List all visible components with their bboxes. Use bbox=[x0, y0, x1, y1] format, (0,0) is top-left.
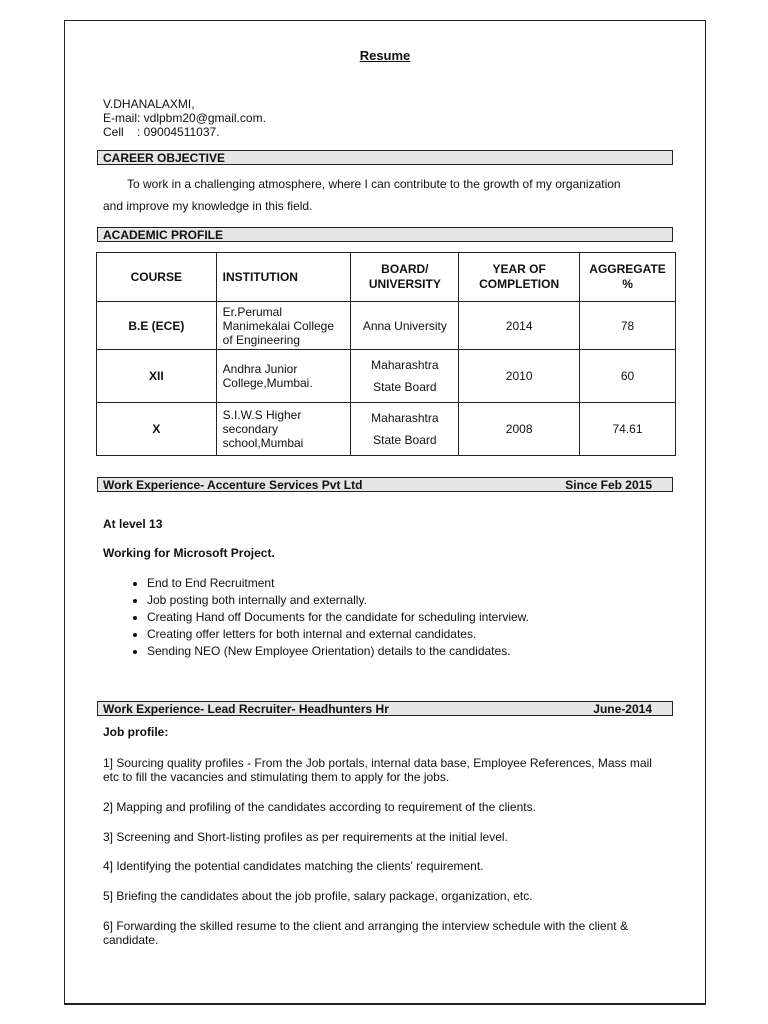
col-header-aggregate bbox=[580, 253, 676, 302]
cell-board bbox=[351, 403, 459, 456]
resume-page bbox=[64, 20, 706, 1005]
col-header-year-line2: COMPLETION bbox=[479, 277, 560, 291]
cell-institution-line: of Engineering bbox=[222, 332, 301, 347]
cell-board bbox=[351, 350, 459, 403]
col-header-institution: INSTITUTION bbox=[216, 253, 351, 302]
work-experience-2-date: June-2014 bbox=[593, 702, 652, 716]
cell-institution bbox=[216, 302, 351, 350]
col-header-year-line1: YEAR OF bbox=[492, 262, 546, 276]
cell-institution-line: S.I.W.S Higher bbox=[222, 408, 302, 422]
cell-course: XII bbox=[97, 350, 217, 403]
list-item: • Creating Hand off Documents for the candidate for scheduling interview. bbox=[147, 609, 529, 626]
cell-board-line: Maharashtra bbox=[371, 411, 439, 425]
cell-board: Anna University bbox=[351, 302, 459, 350]
cell-institution-line: Manimekalai College bbox=[222, 318, 335, 333]
career-objective-text bbox=[103, 173, 663, 217]
cell-institution bbox=[216, 403, 351, 456]
cell-institution bbox=[216, 350, 351, 403]
cell-year: 2014 bbox=[459, 302, 580, 350]
cell-institution-line: Andhra Junior bbox=[222, 362, 298, 376]
candidate-name: V.DHANALAXMI, bbox=[103, 97, 195, 111]
col-header-board bbox=[351, 253, 459, 302]
job-profile-label: Job profile: bbox=[103, 725, 169, 739]
job-point: 3] Screening and Short-listing profiles as per requirements at the initial level. bbox=[103, 830, 508, 844]
work-experience-2-heading bbox=[97, 701, 673, 716]
job-point: 4] Identifying the potential candidates matching the clients' requirement. bbox=[103, 859, 484, 873]
cell-institution-line: College,Mumbai. bbox=[222, 376, 313, 390]
cell-aggregate: 60 bbox=[580, 350, 676, 403]
academic-profile-heading bbox=[97, 227, 673, 242]
col-header-year bbox=[459, 253, 580, 302]
table-row bbox=[97, 302, 676, 350]
col-header-aggregate-line2: % bbox=[622, 277, 633, 291]
project-text: Working for Microsoft Project. bbox=[103, 546, 275, 560]
cell-line: Cell : 09004511037. bbox=[103, 125, 220, 139]
col-header-board-line1: BOARD/ bbox=[381, 262, 429, 276]
list-item: • End to End Recruitment bbox=[147, 575, 529, 592]
job-point: 6] Forwarding the skilled resume to the client and arranging the interview schedule with the client & candidate. bbox=[103, 919, 628, 947]
job-point: 2] Mapping and profiling of the candidates according to requirement of the clients. bbox=[103, 800, 536, 814]
career-objective-heading-label: CAREER OBJECTIVE bbox=[103, 151, 226, 165]
table-row bbox=[97, 403, 676, 456]
list-item: • Sending NEO (New Employee Orientation) details to the candidates. bbox=[147, 643, 529, 660]
work-experience-2-title: Work Experience- Lead Recruiter- Headhunters Hr bbox=[103, 702, 389, 716]
cell-aggregate: 74.61 bbox=[580, 403, 676, 456]
work-experience-1-heading bbox=[97, 477, 673, 492]
table-header-row bbox=[97, 253, 676, 302]
cell-institution-line: school,Mumbai bbox=[222, 436, 304, 450]
job-point: 1] Sourcing quality profiles - From the Job portals, internal data base, Employee References, Mass mail etc to fill the vacancies and stimulating them to apply for the jobs. bbox=[103, 756, 652, 784]
col-header-aggregate-line1: AGGREGATE bbox=[589, 262, 666, 276]
work-experience-1-title: Work Experience- Accenture Services Pvt Ltd bbox=[103, 478, 363, 492]
work-experience-1-date: Since Feb 2015 bbox=[565, 478, 652, 492]
col-header-board-line2: UNIVERSITY bbox=[368, 277, 441, 291]
list-item: • Creating offer letters for both internal and external candidates. bbox=[147, 626, 529, 643]
page-title: Resume bbox=[359, 48, 411, 63]
cell-year: 2010 bbox=[459, 350, 580, 403]
objective-line-2: and improve my knowledge in this field. bbox=[103, 199, 313, 213]
list-item: • Job posting both internally and externally. bbox=[147, 592, 529, 609]
cell-course: X bbox=[97, 403, 217, 456]
email-line: E-mail: vdlpbm20@gmail.com. bbox=[103, 111, 266, 125]
academic-table bbox=[96, 252, 676, 456]
level-text: At level 13 bbox=[103, 517, 163, 531]
cell-institution-line: secondary bbox=[222, 422, 279, 436]
contact-block bbox=[103, 97, 266, 139]
col-header-course: COURSE bbox=[97, 253, 217, 302]
duties-list bbox=[109, 575, 529, 660]
academic-profile-heading-label: ACADEMIC PROFILE bbox=[103, 228, 223, 242]
cell-aggregate: 78 bbox=[580, 302, 676, 350]
job-point: 5] Briefing the candidates about the job profile, salary package, organization, etc. bbox=[103, 889, 533, 903]
cell-board-line: Maharashtra bbox=[371, 358, 439, 372]
cell-board-line: State Board bbox=[373, 380, 437, 394]
cell-board-line: State Board bbox=[373, 433, 437, 447]
cell-institution-line: Er.Perumal bbox=[222, 304, 282, 319]
cell-course: B.E (ECE) bbox=[97, 302, 217, 350]
table-row bbox=[97, 350, 676, 403]
cell-year: 2008 bbox=[459, 403, 580, 456]
objective-line-1: To work in a challenging atmosphere, where I can contribute to the growth of my organization bbox=[127, 177, 621, 191]
career-objective-heading bbox=[97, 150, 673, 165]
